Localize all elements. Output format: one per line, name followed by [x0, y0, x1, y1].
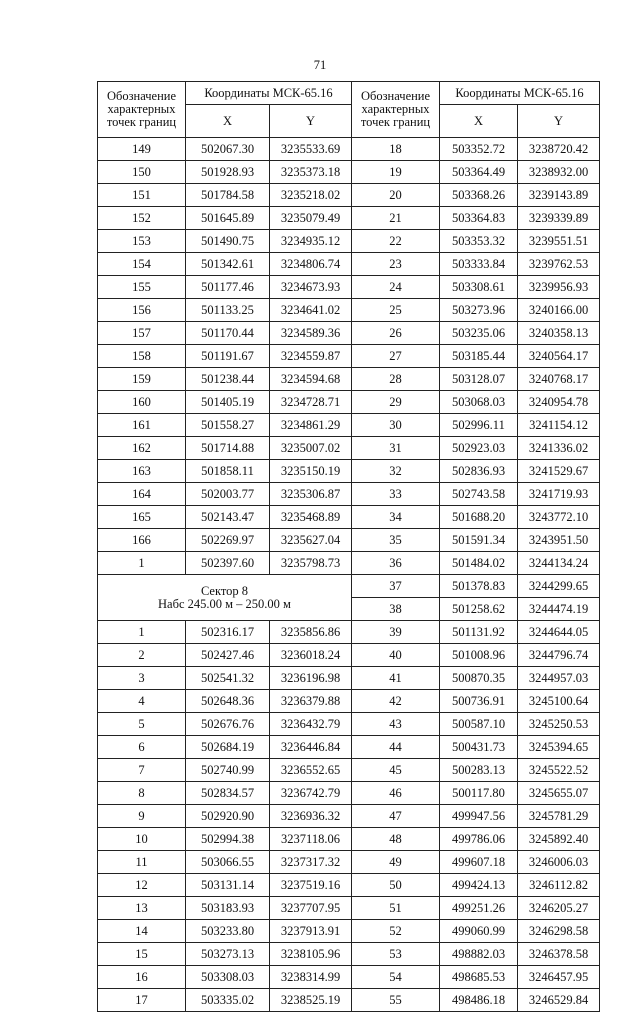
- table-row: [98, 989, 600, 1012]
- left-y-value: 3236196.98: [270, 667, 352, 690]
- left-point-id: 5: [98, 713, 186, 736]
- left-point-id: 154: [98, 253, 186, 276]
- right-y-value: 3244957.03: [518, 667, 600, 690]
- right-designation-line3: точек границ: [360, 115, 431, 129]
- table-row: [98, 874, 600, 897]
- right-x-value: 503364.83: [440, 207, 518, 230]
- left-point-id: 156: [98, 299, 186, 322]
- right-x-value: 500736.91: [440, 690, 518, 713]
- right-y-value: 3241336.02: [518, 437, 600, 460]
- right-point-id: 53: [352, 943, 440, 966]
- left-y-value: 3234641.02: [270, 299, 352, 322]
- left-designation-line2: характерных: [107, 102, 176, 116]
- left-y-header: Y: [270, 105, 352, 138]
- table-row: [98, 552, 600, 575]
- right-y-value: 3244134.24: [518, 552, 600, 575]
- table-row: [98, 851, 600, 874]
- left-x-value: 503335.02: [186, 989, 270, 1012]
- left-point-id: 3: [98, 667, 186, 690]
- left-x-value: 502648.36: [186, 690, 270, 713]
- right-y-value: 3244644.05: [518, 621, 600, 644]
- left-x-value: 501133.25: [186, 299, 270, 322]
- left-x-value: 501558.27: [186, 414, 270, 437]
- table-row: [98, 414, 600, 437]
- left-y-value: 3235468.89: [270, 506, 352, 529]
- right-y-value: 3245892.40: [518, 828, 600, 851]
- left-point-id: 165: [98, 506, 186, 529]
- left-y-value: 3236446.84: [270, 736, 352, 759]
- table-row: [98, 483, 600, 506]
- table-row: [98, 506, 600, 529]
- left-designation-line1: Обозначение: [106, 89, 177, 103]
- right-point-id: 42: [352, 690, 440, 713]
- left-y-value: 3234935.12: [270, 230, 352, 253]
- left-x-value: 503131.14: [186, 874, 270, 897]
- left-point-id: 13: [98, 897, 186, 920]
- left-y-value: 3238525.19: [270, 989, 352, 1012]
- right-point-id: 54: [352, 966, 440, 989]
- left-y-value: 3236742.79: [270, 782, 352, 805]
- left-y-value: 3234559.87: [270, 345, 352, 368]
- left-y-value: 3235533.69: [270, 138, 352, 161]
- left-coords-header: Координаты МСК-65.16: [186, 82, 352, 105]
- left-x-header: X: [186, 105, 270, 138]
- table-row: [98, 782, 600, 805]
- right-point-id: 37: [352, 575, 440, 598]
- right-x-value: 501688.20: [440, 506, 518, 529]
- right-y-value: 3238720.42: [518, 138, 600, 161]
- table-row: [98, 276, 600, 299]
- table-row: [98, 667, 600, 690]
- left-y-value: 3234589.36: [270, 322, 352, 345]
- left-x-value: 503183.93: [186, 897, 270, 920]
- header-row-1: [98, 82, 600, 105]
- right-x-value: 503353.32: [440, 230, 518, 253]
- left-y-value: 3235150.19: [270, 460, 352, 483]
- left-x-value: 501645.89: [186, 207, 270, 230]
- right-x-value: 503308.61: [440, 276, 518, 299]
- right-point-id: 44: [352, 736, 440, 759]
- left-y-value: 3235627.04: [270, 529, 352, 552]
- table-row: [98, 207, 600, 230]
- left-point-id: 14: [98, 920, 186, 943]
- left-y-value: 3235007.02: [270, 437, 352, 460]
- right-x-value: 500587.10: [440, 713, 518, 736]
- right-x-value: 503128.07: [440, 368, 518, 391]
- left-y-value: 3237317.32: [270, 851, 352, 874]
- right-x-value: 501008.96: [440, 644, 518, 667]
- right-designation-line2: характерных: [361, 102, 430, 116]
- table-row: [98, 253, 600, 276]
- left-x-value: 503066.55: [186, 851, 270, 874]
- right-point-id: 52: [352, 920, 440, 943]
- right-coords-header: Координаты МСК-65.16: [440, 82, 600, 105]
- right-point-id: 22: [352, 230, 440, 253]
- right-point-id: 45: [352, 759, 440, 782]
- right-y-value: 3243951.50: [518, 529, 600, 552]
- left-point-id: 163: [98, 460, 186, 483]
- left-point-id: 160: [98, 391, 186, 414]
- right-y-value: 3245250.53: [518, 713, 600, 736]
- right-x-value: 499786.06: [440, 828, 518, 851]
- left-point-id: 6: [98, 736, 186, 759]
- right-y-value: 3243772.10: [518, 506, 600, 529]
- left-y-value: 3237913.91: [270, 920, 352, 943]
- right-point-id: 19: [352, 161, 440, 184]
- right-point-id: 36: [352, 552, 440, 575]
- right-point-id: 18: [352, 138, 440, 161]
- left-y-value: 3235373.18: [270, 161, 352, 184]
- table-row: [98, 897, 600, 920]
- right-x-value: 499947.56: [440, 805, 518, 828]
- left-point-id: 10: [98, 828, 186, 851]
- right-point-id: 46: [352, 782, 440, 805]
- right-point-id: 41: [352, 667, 440, 690]
- left-designation-header: [98, 82, 186, 138]
- left-x-value: 501238.44: [186, 368, 270, 391]
- left-designation-line3: точек границ: [106, 115, 177, 129]
- left-x-value: 502834.57: [186, 782, 270, 805]
- right-point-id: 26: [352, 322, 440, 345]
- right-y-value: 3245100.64: [518, 690, 600, 713]
- right-x-value: 498685.53: [440, 966, 518, 989]
- left-point-id: 161: [98, 414, 186, 437]
- right-point-id: 39: [352, 621, 440, 644]
- left-point-id: 164: [98, 483, 186, 506]
- table-row: [98, 644, 600, 667]
- left-x-value: 502740.99: [186, 759, 270, 782]
- left-y-value: 3236552.65: [270, 759, 352, 782]
- left-point-id: 17: [98, 989, 186, 1012]
- left-x-value: 502397.60: [186, 552, 270, 575]
- right-y-value: 3245655.07: [518, 782, 600, 805]
- table-row: [98, 460, 600, 483]
- table-row: [98, 920, 600, 943]
- right-point-id: 50: [352, 874, 440, 897]
- left-y-value: 3237707.95: [270, 897, 352, 920]
- right-x-value: 500870.35: [440, 667, 518, 690]
- right-y-value: 3239339.89: [518, 207, 600, 230]
- right-x-value: 502743.58: [440, 483, 518, 506]
- left-y-value: 3234728.71: [270, 391, 352, 414]
- right-designation-line1: Обозначение: [360, 89, 431, 103]
- left-point-id: 1: [98, 552, 186, 575]
- left-x-value: 501858.11: [186, 460, 270, 483]
- left-x-value: 502067.30: [186, 138, 270, 161]
- left-y-value: 3234806.74: [270, 253, 352, 276]
- right-x-value: 503068.03: [440, 391, 518, 414]
- left-y-value: 3237118.06: [270, 828, 352, 851]
- left-x-value: 501490.75: [186, 230, 270, 253]
- right-point-id: 32: [352, 460, 440, 483]
- right-x-value: 501258.62: [440, 598, 518, 621]
- table-row: [98, 299, 600, 322]
- right-x-value: 499060.99: [440, 920, 518, 943]
- left-point-id: 16: [98, 966, 186, 989]
- left-y-value: 3234673.93: [270, 276, 352, 299]
- right-point-id: 33: [352, 483, 440, 506]
- right-point-id: 30: [352, 414, 440, 437]
- right-y-value: 3241529.67: [518, 460, 600, 483]
- left-point-id: 1: [98, 621, 186, 644]
- right-point-id: 47: [352, 805, 440, 828]
- right-x-value: 503185.44: [440, 345, 518, 368]
- right-point-id: 25: [352, 299, 440, 322]
- right-y-value: 3246378.58: [518, 943, 600, 966]
- right-x-value: 499424.13: [440, 874, 518, 897]
- left-y-value: 3235218.02: [270, 184, 352, 207]
- left-x-value: 501170.44: [186, 322, 270, 345]
- right-y-value: 3246006.03: [518, 851, 600, 874]
- right-point-id: 31: [352, 437, 440, 460]
- left-point-id: 9: [98, 805, 186, 828]
- right-point-id: 48: [352, 828, 440, 851]
- right-point-id: 55: [352, 989, 440, 1012]
- table-row: [98, 138, 600, 161]
- right-x-value: 503364.49: [440, 161, 518, 184]
- left-x-value: 502427.46: [186, 644, 270, 667]
- right-point-id: 28: [352, 368, 440, 391]
- right-point-id: 38: [352, 598, 440, 621]
- left-x-value: 503308.03: [186, 966, 270, 989]
- left-x-value: 502316.17: [186, 621, 270, 644]
- page-number: 71: [313, 58, 327, 72]
- right-point-id: 51: [352, 897, 440, 920]
- sector-subtitle: Набс 245.00 м – 250.00 м: [158, 596, 291, 611]
- right-point-id: 49: [352, 851, 440, 874]
- sector-header: [98, 575, 352, 621]
- right-y-value: 3245522.52: [518, 759, 600, 782]
- right-designation-header: [352, 82, 440, 138]
- table-row: [98, 621, 600, 644]
- right-y-value: 3240954.78: [518, 391, 600, 414]
- right-x-value: 502996.11: [440, 414, 518, 437]
- left-x-value: 502541.32: [186, 667, 270, 690]
- right-point-id: 24: [352, 276, 440, 299]
- right-x-value: 503352.72: [440, 138, 518, 161]
- left-point-id: 11: [98, 851, 186, 874]
- left-point-id: 157: [98, 322, 186, 345]
- right-y-value: 3246298.58: [518, 920, 600, 943]
- right-y-value: 3246112.82: [518, 874, 600, 897]
- right-x-value: 502836.93: [440, 460, 518, 483]
- left-y-value: 3235079.49: [270, 207, 352, 230]
- right-y-value: 3244796.74: [518, 644, 600, 667]
- table-row: [98, 345, 600, 368]
- table-row: [98, 437, 600, 460]
- right-point-id: 35: [352, 529, 440, 552]
- left-x-value: 501342.61: [186, 253, 270, 276]
- right-y-value: 3239762.53: [518, 253, 600, 276]
- left-y-value: 3238314.99: [270, 966, 352, 989]
- coordinates-table-body: [98, 82, 600, 1012]
- table-row: [98, 690, 600, 713]
- right-x-value: 500431.73: [440, 736, 518, 759]
- right-x-value: 501378.83: [440, 575, 518, 598]
- table-row: [98, 805, 600, 828]
- left-x-value: 501177.46: [186, 276, 270, 299]
- left-x-value: 501191.67: [186, 345, 270, 368]
- left-y-value: 3235856.86: [270, 621, 352, 644]
- right-y-value: 3240564.17: [518, 345, 600, 368]
- left-y-value: 3238105.96: [270, 943, 352, 966]
- left-y-value: 3236936.32: [270, 805, 352, 828]
- right-y-value: 3246457.95: [518, 966, 600, 989]
- right-x-value: 498486.18: [440, 989, 518, 1012]
- table-row: [98, 322, 600, 345]
- right-x-value: 503235.06: [440, 322, 518, 345]
- table-row: [98, 161, 600, 184]
- left-point-id: 12: [98, 874, 186, 897]
- right-x-value: 500283.13: [440, 759, 518, 782]
- right-y-value: 3244299.65: [518, 575, 600, 598]
- left-point-id: 151: [98, 184, 186, 207]
- table-row: [98, 230, 600, 253]
- left-y-value: 3235306.87: [270, 483, 352, 506]
- left-x-value: 501928.93: [186, 161, 270, 184]
- right-point-id: 20: [352, 184, 440, 207]
- left-x-value: 502684.19: [186, 736, 270, 759]
- right-x-value: 498882.03: [440, 943, 518, 966]
- right-y-value: 3239956.93: [518, 276, 600, 299]
- right-x-value: 501131.92: [440, 621, 518, 644]
- table-row: [98, 529, 600, 552]
- right-x-value: 503333.84: [440, 253, 518, 276]
- left-x-value: 502003.77: [186, 483, 270, 506]
- left-point-id: 159: [98, 368, 186, 391]
- left-x-value: 503233.80: [186, 920, 270, 943]
- right-y-value: 3246529.84: [518, 989, 600, 1012]
- table-row: [98, 391, 600, 414]
- right-point-id: 21: [352, 207, 440, 230]
- right-y-value: 3241154.12: [518, 414, 600, 437]
- left-point-id: 155: [98, 276, 186, 299]
- right-point-id: 27: [352, 345, 440, 368]
- left-point-id: 2: [98, 644, 186, 667]
- table-row: [98, 966, 600, 989]
- right-x-value: 502923.03: [440, 437, 518, 460]
- right-point-id: 34: [352, 506, 440, 529]
- right-x-header: X: [440, 105, 518, 138]
- left-x-value: 502143.47: [186, 506, 270, 529]
- table-row: [98, 575, 600, 598]
- right-x-value: 503368.26: [440, 184, 518, 207]
- right-x-value: 499607.18: [440, 851, 518, 874]
- left-point-id: 166: [98, 529, 186, 552]
- left-point-id: 7: [98, 759, 186, 782]
- right-x-value: 501484.02: [440, 552, 518, 575]
- left-point-id: 150: [98, 161, 186, 184]
- table-row: [98, 368, 600, 391]
- right-y-value: 3246205.27: [518, 897, 600, 920]
- right-x-value: 499251.26: [440, 897, 518, 920]
- right-point-id: 29: [352, 391, 440, 414]
- table-row: [98, 943, 600, 966]
- left-y-value: 3237519.16: [270, 874, 352, 897]
- left-x-value: 502994.38: [186, 828, 270, 851]
- right-point-id: 23: [352, 253, 440, 276]
- left-point-id: 158: [98, 345, 186, 368]
- left-point-id: 153: [98, 230, 186, 253]
- table-row: [98, 759, 600, 782]
- left-x-value: 502920.90: [186, 805, 270, 828]
- right-y-value: 3245781.29: [518, 805, 600, 828]
- right-y-header: Y: [518, 105, 600, 138]
- table-row: [98, 713, 600, 736]
- table-row: [98, 736, 600, 759]
- left-point-id: 15: [98, 943, 186, 966]
- left-y-value: 3236018.24: [270, 644, 352, 667]
- left-x-value: 502676.76: [186, 713, 270, 736]
- right-y-value: 3239143.89: [518, 184, 600, 207]
- left-y-value: 3235798.73: [270, 552, 352, 575]
- right-y-value: 3241719.93: [518, 483, 600, 506]
- left-x-value: 501714.88: [186, 437, 270, 460]
- left-point-id: 152: [98, 207, 186, 230]
- right-y-value: 3245394.65: [518, 736, 600, 759]
- left-x-value: 501405.19: [186, 391, 270, 414]
- coordinates-table: [97, 81, 600, 1012]
- left-point-id: 162: [98, 437, 186, 460]
- left-y-value: 3234861.29: [270, 414, 352, 437]
- right-x-value: 500117.80: [440, 782, 518, 805]
- left-y-value: 3236379.88: [270, 690, 352, 713]
- left-y-value: 3236432.79: [270, 713, 352, 736]
- right-x-value: 503273.96: [440, 299, 518, 322]
- table-row: [98, 828, 600, 851]
- right-y-value: 3239551.51: [518, 230, 600, 253]
- left-point-id: 8: [98, 782, 186, 805]
- left-x-value: 501784.58: [186, 184, 270, 207]
- right-y-value: 3240166.00: [518, 299, 600, 322]
- right-y-value: 3238932.00: [518, 161, 600, 184]
- right-y-value: 3240358.13: [518, 322, 600, 345]
- right-y-value: 3240768.17: [518, 368, 600, 391]
- left-y-value: 3234594.68: [270, 368, 352, 391]
- left-x-value: 503273.13: [186, 943, 270, 966]
- left-point-id: 4: [98, 690, 186, 713]
- right-x-value: 501591.34: [440, 529, 518, 552]
- table-row: [98, 184, 600, 207]
- right-point-id: 43: [352, 713, 440, 736]
- right-y-value: 3244474.19: [518, 598, 600, 621]
- sector-title: Сектор 8: [200, 583, 249, 598]
- left-point-id: 149: [98, 138, 186, 161]
- left-x-value: 502269.97: [186, 529, 270, 552]
- right-point-id: 40: [352, 644, 440, 667]
